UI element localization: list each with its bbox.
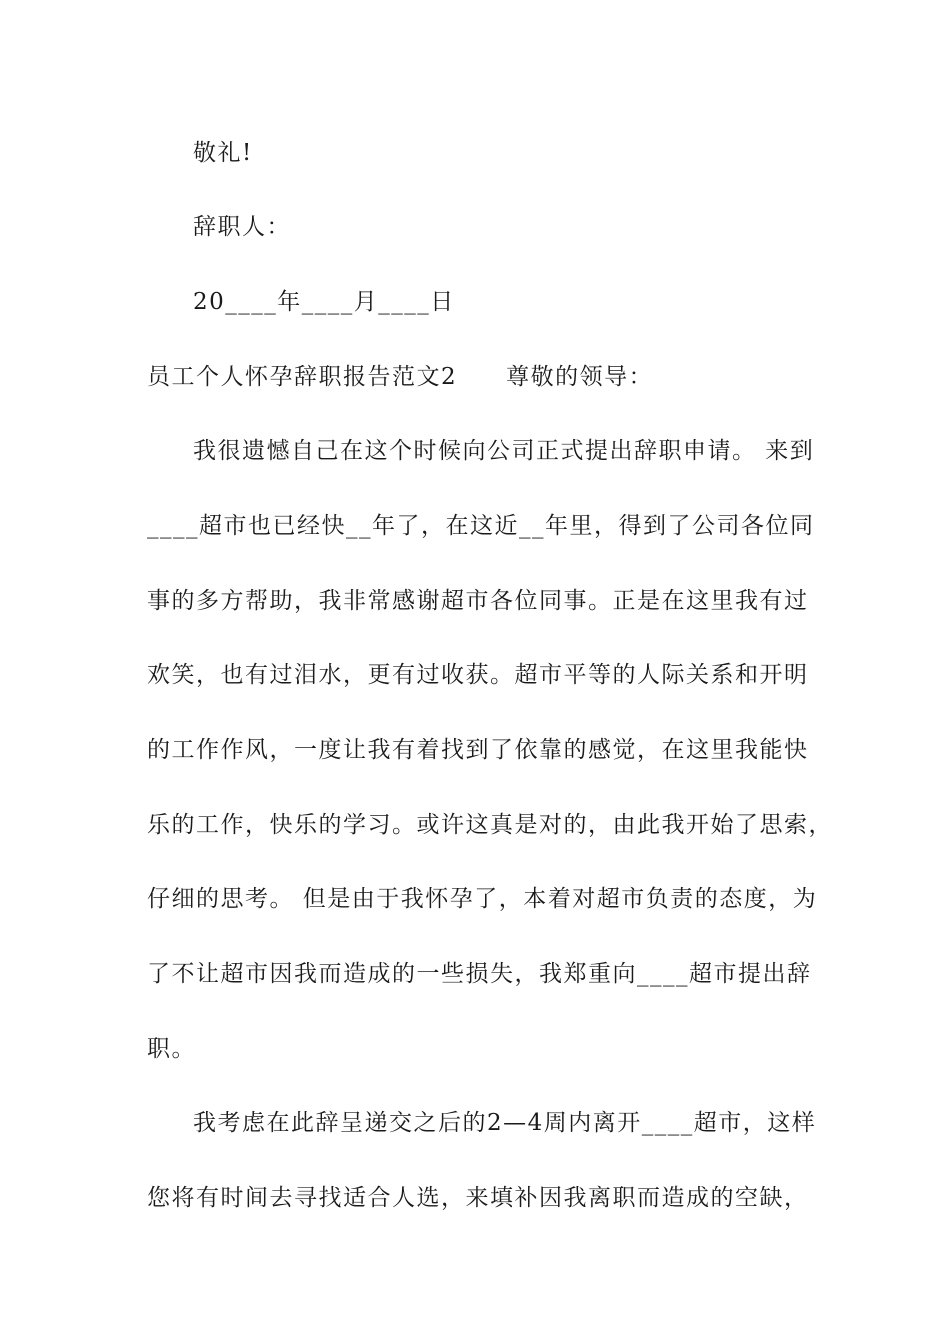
body-line: 职。 bbox=[147, 1036, 196, 1062]
body-line: 欢笑，也有过泪水，更有过收获。超市平等的人际关系和开明 bbox=[147, 662, 809, 688]
body-line: 您将有时间去寻找适合人选，来填补因我离职而造成的空缺， bbox=[147, 1185, 809, 1211]
body-line: 我考虑在此辞呈递交之后的2—4周内离开____超市，这样 bbox=[193, 1110, 817, 1136]
body-line: ____超市也已经快__年了，在这近__年里，得到了公司各位同 bbox=[147, 513, 815, 539]
body-line: 我很遗憾自己在这个时候向公司正式提出辞职申请。 来到 bbox=[193, 438, 815, 464]
signer-label: 辞职人： bbox=[193, 214, 291, 240]
body-line: 乐的工作，快乐的学习。或许这真是对的，由此我开始了思索， bbox=[147, 812, 833, 838]
closing-salutation: 敬礼! bbox=[193, 140, 253, 166]
date-line: 20____年____月____日 bbox=[193, 289, 455, 315]
body-line: 的工作作风，一度让我有着找到了依靠的感觉，在这里我能快 bbox=[147, 737, 809, 763]
section-heading: 员工个人怀孕辞职报告范文2 尊敬的领导： bbox=[147, 364, 654, 390]
body-line: 事的多方帮助，我非常感谢超市各位同事。正是在这里我有过 bbox=[147, 588, 809, 614]
body-line: 仔细的思考。 但是由于我怀孕了，本着对超市负责的态度，为 bbox=[147, 886, 818, 912]
body-line: 了不让超市因我而造成的一些损失，我郑重向____超市提出辞 bbox=[147, 961, 812, 987]
